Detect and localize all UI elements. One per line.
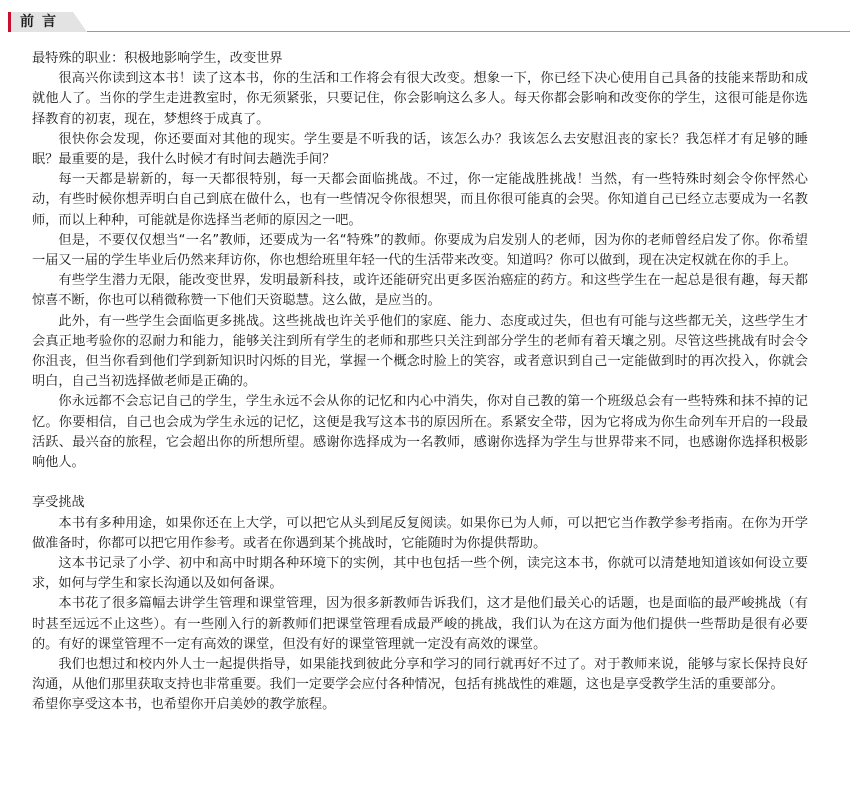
paragraph: 很快你会发现，你还要面对其他的现实。学生要是不听我的话，该怎么办？我该怎么去安慰沮丧的家长？我怎样才有足够的睡眠？最重要的是，我什么时候才有时间去趟洗手间？ — [32, 131, 808, 168]
section-spacer — [32, 473, 808, 493]
paragraph: 此外，有一些学生会面临更多挑战。这些挑战也许关乎他们的家庭、能力、态度或过失，但也有可能与这些都无关，这些学生才会真正地考验你的忍耐力和能力，能够关注到所有学生的老师和那些只关注到部分学生的老师有着天壤之别。尽管这些挑战有时会令你沮丧，但当你看到他们学到新知识时闪烁的目光，掌握一个概念时脸上的笑容，或者意识到自己一定能做到时的再次投入，你就会明白，自己当初选择做老师是正确的。 — [32, 313, 808, 390]
paragraph: 我们也想过和校内外人士一起提供指导，如果能找到彼此分享和学习的同行就再好不过了。对于教师来说，能够与家长保持良好沟通，从他们那里获取支持也非常重要。我们一定要学会应付各种情况，包括有挑战性的难题，这也是享受教学生活的重要部分。 — [32, 657, 808, 693]
paragraph: 本书有多种用途，如果你还在上大学，可以把它从头到尾反复阅读。如果你已为人师，可以把它当作教学参考指南。在你为开学做准备时，你都可以把它用作参考。或者在你遇到某个挑战时，它能随时为你提供帮助。 — [32, 515, 808, 551]
paragraph: 你永远都不会忘记自己的学生，学生永远不会从你的记忆和内心中消失，你对自己教的第一个班级总会有一些特殊和抹不掉的记忆。你要相信，自己也会成为学生永远的记忆，这便是我写这本书的原因所在。系紧安全带，因为它将成为你生命列车开启的一段最活跃、最兴奋的旅程，它会超出你的所想所望。感谢你选择成为一名教师，感谢你选择为学生与世界带来不同，也感谢你选择积极影响他人。 — [32, 394, 808, 471]
section-header — [8, 12, 850, 32]
section-heading-2: 享受挑战 — [32, 495, 85, 511]
document-body — [32, 49, 808, 716]
page-title: 前言 — [20, 14, 64, 30]
paragraph: 这本书记录了小学、初中和高中时期各种环境下的实例，其中也包括一些个例，读完这本书，你就可以清楚地知道该如何设立要求，如何与学生和家长沟通以及如何备课。 — [32, 556, 808, 592]
closing-line: 希望你享受这本书，也希望你开启美妙的教学旅程。 — [32, 697, 336, 713]
header-tab-slant — [73, 12, 87, 32]
header-rule — [87, 31, 850, 32]
paragraph: 本书花了很多篇幅去讲学生管理和课堂管理，因为很多新教师告诉我们，这才是他们最关心的话题，也是面临的最严峻挑战（有时甚至远远不止这些）。有一些刚入行的新教师们把课堂管理看成最严峻的挑战，我们认为在这方面为他们提供一些帮助是很有必要的。有好的课堂管理不一定有高效的课堂，但没有好的课堂管理就一定没有高效的课堂。 — [32, 596, 808, 652]
paragraph: 每一天都是崭新的，每一天都很特别，每一天都会面临挑战。不过，你一定能战胜挑战！当然，有一些特殊时刻会令你怦然心动，有些时候你想弄明白自己到底在做什么，也有一些情况令你很想哭，而且你很可能真的会哭。你知道自己已经立志要成为一名教师，而以上种种，可能就是你选择当老师的原因之一吧。 — [32, 172, 808, 228]
paragraph: 但是，不要仅仅想当“一名”教师，还要成为一名“特殊”的教师。你要成为启发别人的老师，因为你的老师曾经启发了你。你希望一届又一届的学生毕业后仍然来拜访你，你也想给班里年轻一代的生活带来改变。知道吗？你可以做到，现在决定权就在你的手上。 — [32, 232, 808, 269]
paragraph: 有些学生潜力无限，能改变世界，发明最新科技，或许还能研究出更多医治癌症的药方。和这些学生在一起总是很有趣，每天都惊喜不断，你也可以稍微称赞一下他们天资聪慧。这么做，是应当的。 — [32, 273, 808, 309]
paragraph: 很高兴你读到这本书！读了这本书，你的生活和工作将会有很大改变。想象一下，你已经下决心使用自己具备的技能来帮助和成就他人了。当你的学生走进教室时，你无须紧张，只要记住，你会影响这么多人。每天你都会影响和改变你的学生，这很可能是你选择教育的初衷，现在，梦想终于成真了。 — [32, 71, 808, 127]
section-heading-1: 最特殊的职业：积极地影响学生，改变世界 — [32, 51, 283, 66]
